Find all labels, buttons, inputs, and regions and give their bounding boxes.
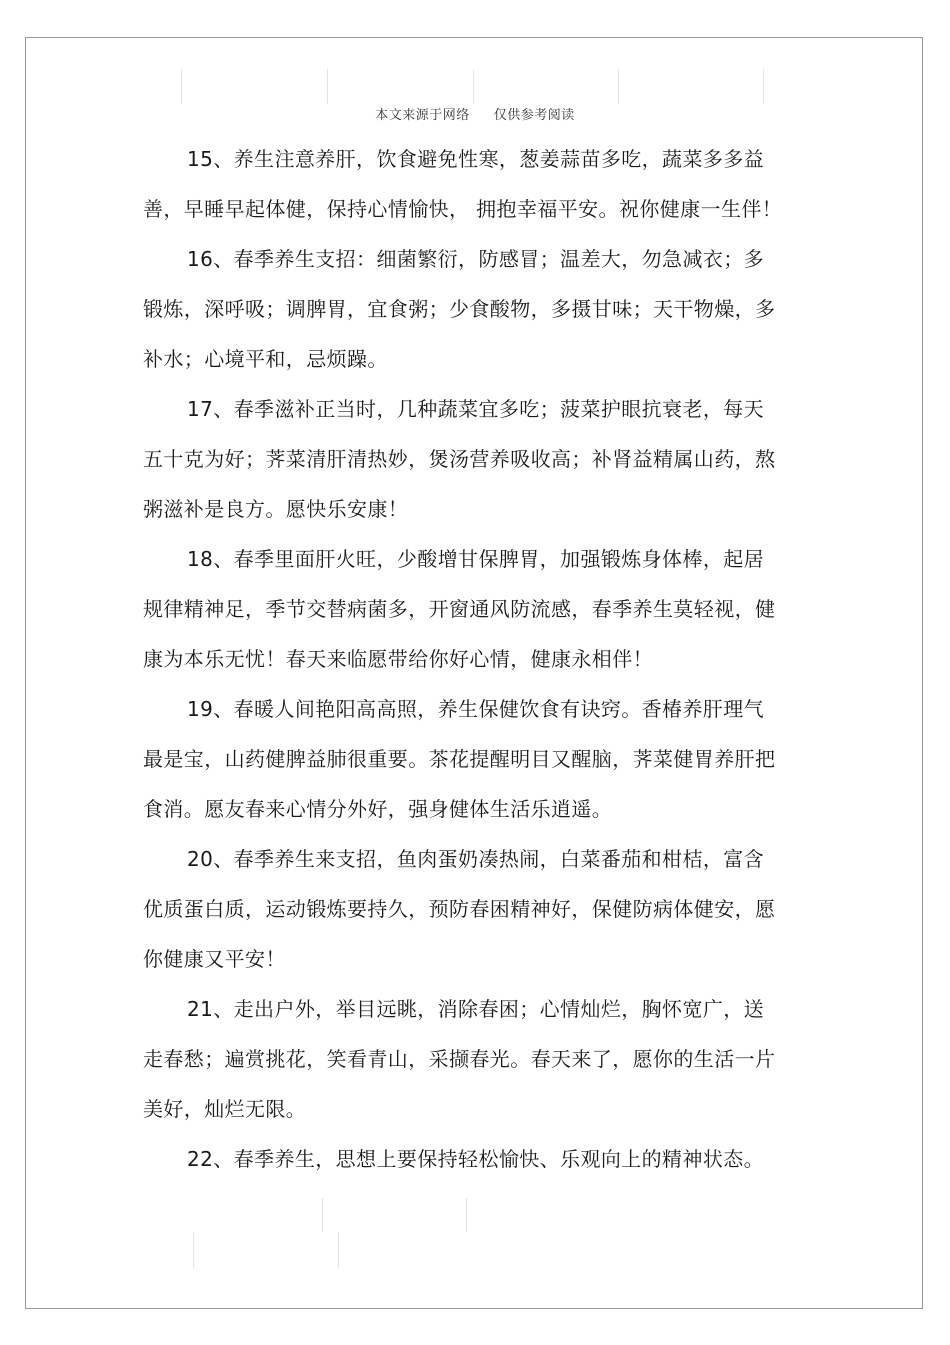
- document-body: [143, 134, 783, 1184]
- bottom-rule-4: [338, 1232, 339, 1268]
- bottom-rule-2: [466, 1198, 467, 1232]
- top-rule-4: [618, 69, 619, 104]
- top-rule-2: [327, 69, 328, 104]
- bottom-rule-3: [193, 1232, 194, 1268]
- top-rule-1: [181, 69, 182, 104]
- paragraph-16: 16、春季养生支招：细菌繁衍，防感冒；温差大，勿急减衣；多锻炼，深呼吸；调脾胃，宜食粥；少食酸物，多摄甘味；天干物燥，多补水；心境平和，忌烦躁。: [143, 247, 776, 371]
- paragraph-17: 17、春季滋补正当时，几种蔬菜宜多吃；菠菜护眼抗衰老，每天五十克为好；荠菜清肝清热妙，煲汤营养吸收高；补肾益精属山药，熬粥滋补是良方。愿快乐安康！: [143, 397, 776, 521]
- paragraph-20: 20、春季养生来支招，鱼肉蛋奶凑热闹，白菜番茄和柑桔，富含优质蛋白质，运动锻炼要持久，预防春困精神好，保健防病体健安，愿你健康又平安！: [143, 847, 776, 971]
- bottom-rule-1: [322, 1198, 323, 1232]
- top-rule-5: [763, 69, 764, 104]
- source-note: 本文来源于网络: [375, 108, 470, 123]
- reference-note: 仅供参考阅读: [493, 108, 575, 123]
- paragraph-18: 18、春季里面肝火旺，少酸增甘保脾胃，加强锻炼身体棒，起居规律精神足，季节交替病菌多，开窗通风防流感，春季养生莫轻视，健康为本乐无忧！春天来临愿带给你好心情，健康永相伴！: [143, 547, 776, 671]
- paragraph-21: 21、走出户外，举目远眺，消除春困；心情灿烂，胸怀宽广，送走春愁；遍赏挑花，笑看青山，采撷春光。春天来了，愿你的生活一片美好，灿烂无限。: [143, 997, 776, 1121]
- header-note: [0, 104, 950, 123]
- paragraph-15: 15、养生注意养肝，饮食避免性寒，葱姜蒜苗多吃，蔬菜多多益善，早睡早起体健，保持心情愉快， 拥抱幸福平安。祝你健康一生伴！: [143, 147, 783, 221]
- paragraph-19: 19、春暖人间艳阳高高照，养生保健饮食有诀窍。香椿养肝理气最是宝，山药健脾益肺很重要。茶花提醒明目又醒脑，荠菜健胃养肝把食消。愿友春来心情分外好，强身健体生活乐逍遥。: [143, 697, 776, 821]
- top-rule-3: [473, 69, 474, 104]
- paragraph-22: 22、春季养生，思想上要保持轻松愉快、乐观向上的精神状态。: [187, 1147, 765, 1171]
